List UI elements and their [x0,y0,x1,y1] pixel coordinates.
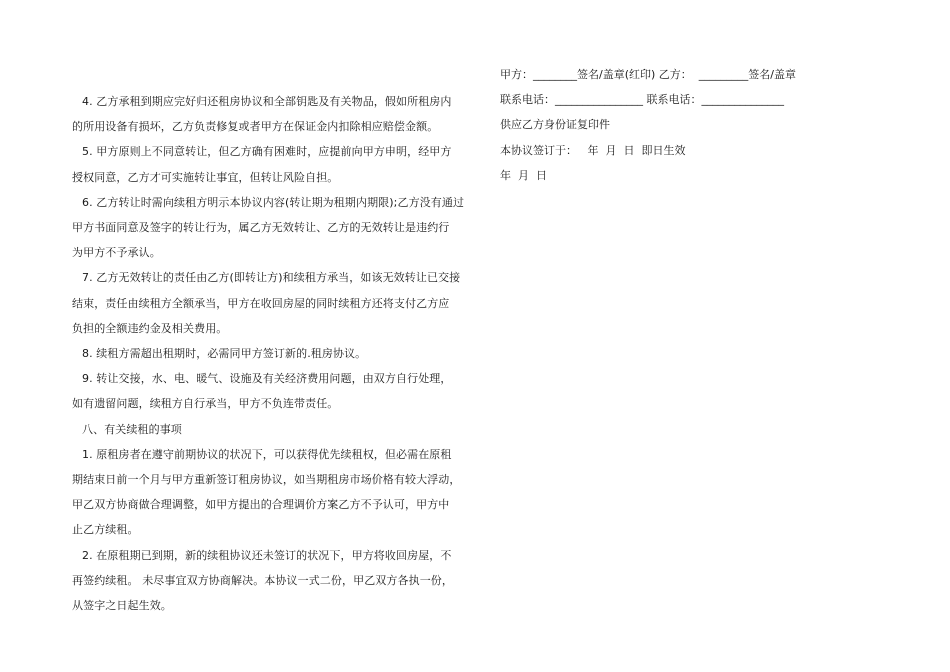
clause-line: 如有遗留问题，续租方自行承当，甲方不负连带责任。 [72,397,339,411]
date-line: 年 月 日 [500,168,547,182]
clause-line: 从签字之日起生效。 [72,599,172,613]
signing-date-line: 本协议签订于： 年 月 日 即日生效 [500,143,686,157]
clause-line: 甲乙双方协商做合理调整，如甲方提出的合理调价方案乙方不予认可，甲方中 [72,498,450,512]
clause-line: 9. 转让交接，水、电、暖气、设施及有关经济费用问题，由双方自行处理， [82,372,452,386]
clause-line: 结束，责任由续租方全额承当，甲方在收回房屋的同时续租方还将支付乙方应 [72,296,450,310]
clause-line: 4. 乙方承租到期应完好归还租房协议和全部钥匙及有关物品，假如所租房内 [82,95,452,108]
clause-line: 1. 原租房者在遵守前期协议的状况下，可以获得优先续租权，但必需在原租 [82,447,452,461]
clause-line: 5. 甲方原则上不同意转让，但乙方确有困难时，应提前向甲方申明，经甲方 [82,145,452,159]
clause-line: 负担的全额违约金及相关费用。 [72,321,228,335]
clause-line: 再签约续租。 未尽事宜双方协商解决。本协议一式二份，甲乙双方各执一份， [72,573,453,587]
clause-line: 8. 续租方需超出租期时，必需同甲方签订新的.租房协议。 [82,347,367,361]
clause-line: 期结束日前一个月与甲方重新签订租房协议，如当期租房市场价格有较大浮动， [72,473,461,487]
party-signature-line: 甲方：________签名/盖章(红印) 乙方： _________签名/盖章 [500,68,796,81]
left-column-text [72,89,472,618]
clause-line: 为甲方不予承认。 [72,246,161,260]
id-copy-note: 供应乙方身份证复印件 [500,118,610,132]
clause-line: 6. 乙方转让时需向续租方明示本协议内容(转让期为租期内期限);乙方没有通过 [82,195,465,209]
clause-line: 的所用设备有损坏，乙方负责修复或者甲方在保证金内扣除相应赔偿金额。 [72,120,439,134]
right-column-signature-block [500,62,920,188]
clause-line: 授权同意，乙方才可实施转让事宜，但转让风险自担。 [72,170,339,184]
clause-line: 止乙方续租。 [72,523,139,537]
clause-line: 2. 在原租期已到期，新的续租协议还未签订的状况下，甲方将收回房屋，不 [82,548,452,562]
clause-line: 八、有关续租的事项 [82,422,182,436]
contact-phone-line: 联系电话：________________ 联系电话：_______________ [500,93,784,107]
clause-line: 甲方书面同意及签字的转让行为，属乙方无效转让、乙方的无效转让是违约行 [72,221,450,235]
clause-line: 7. 乙方无效转让的责任由乙方(即转让方)和续租方承当，如该无效转让已交接 [82,271,461,285]
